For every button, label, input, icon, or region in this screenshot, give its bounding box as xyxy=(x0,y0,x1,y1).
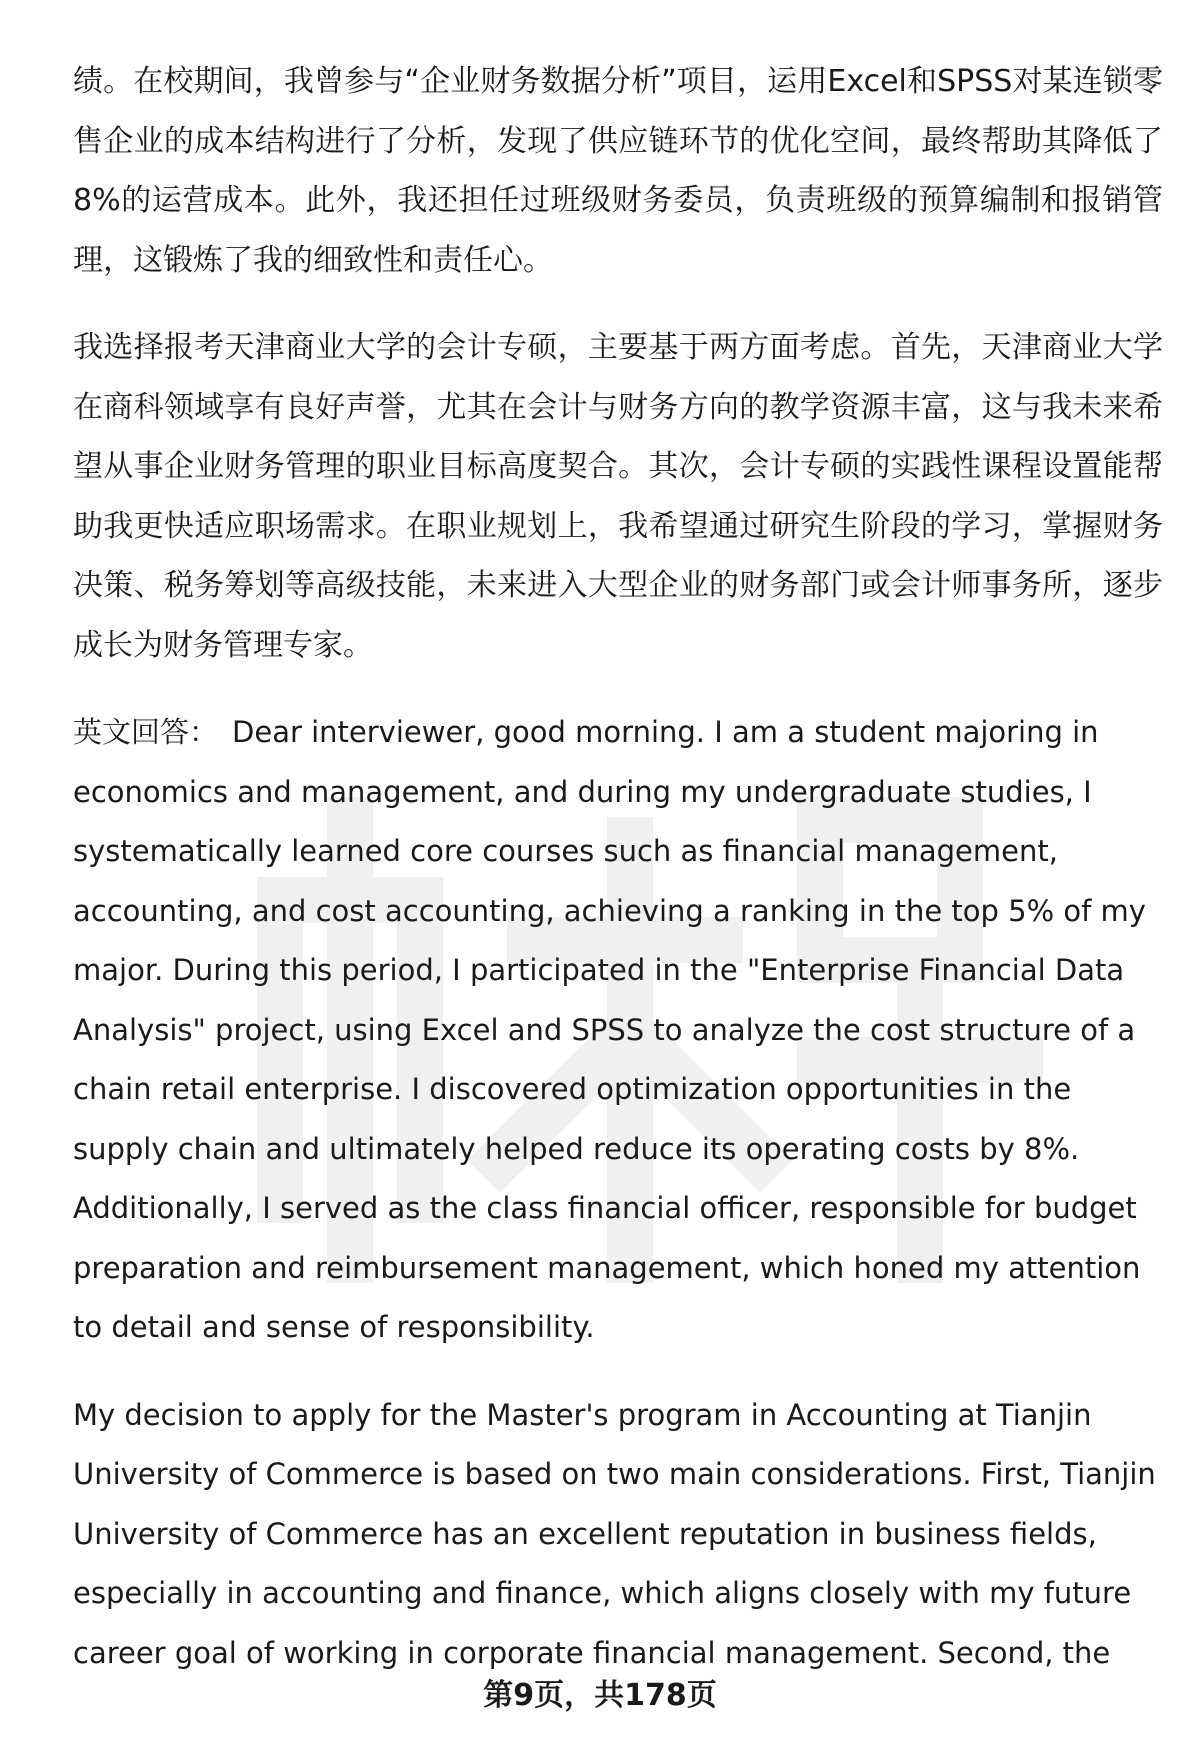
english-answer-text: Dear interviewer, good morning. I am a student majoring in economics and management, and during my undergraduate studies, I systematically learned core courses such as financial management, accounting, and cost accounting, achieving a ranking in the top 5% of my major. During this period, I participated in the "Enterprise Financial Data Analysis" project, using Excel and SPSS to analyze the cost structure of a chain retail enterprise. I discovered optimization opportunities in the supply chain and ultimately helped reduce its operating costs by 8%. Additionally, I served as the class financial officer, responsible for budget preparation and reimbursement management, which honed my attention to detail and sense of responsibility. xyxy=(73,715,1146,1344)
paragraph-chinese-2: 我选择报考天津商业大学的会计专硕，主要基于两方面考虑。首先，天津商业大学在商科领域享有良好声誉，尤其在会计与财务方向的教学资源丰富，这与我未来希望从事企业财务管理的职业目标高度契合。其次，会计专硕的实践性课程设置能帮助我更快适应职场需求。在职业规划上，我希望通过研究生阶段的学习，掌握财务决策、税务筹划等高级技能，未来进入大型企业的财务部门或会计师事务所，逐步成长为财务管理专家。 xyxy=(73,330,1163,663)
page-number-footer: 第9页，共178页 xyxy=(483,1678,717,1713)
document-body xyxy=(73,52,1163,1683)
english-answer-label: 英文回答： xyxy=(73,715,219,749)
paragraph-english-1 xyxy=(73,703,1163,1358)
paragraph-english-2: My decision to apply for the Master's program in Accounting at Tianjin University of Commerce is based on two main considerations. First, Tianjin University of Commerce has an excellent reputation in business fields, especially in accounting and finance, which aligns closely with my future career goal of working in corporate financial management. Second, the xyxy=(73,1397,1156,1670)
paragraph-chinese-1: 绩。在校期间，我曾参与“企业财务数据分析”项目，运用Excel和SPSS对某连锁零售企业的成本结构进行了分析，发现了供应链环节的优化空间，最终帮助其降低了8%的运营成本。此外，我还担任过班级财务委员，负责班级的预算编制和报销管理，这锻炼了我的细致性和责任心。 xyxy=(73,64,1163,278)
